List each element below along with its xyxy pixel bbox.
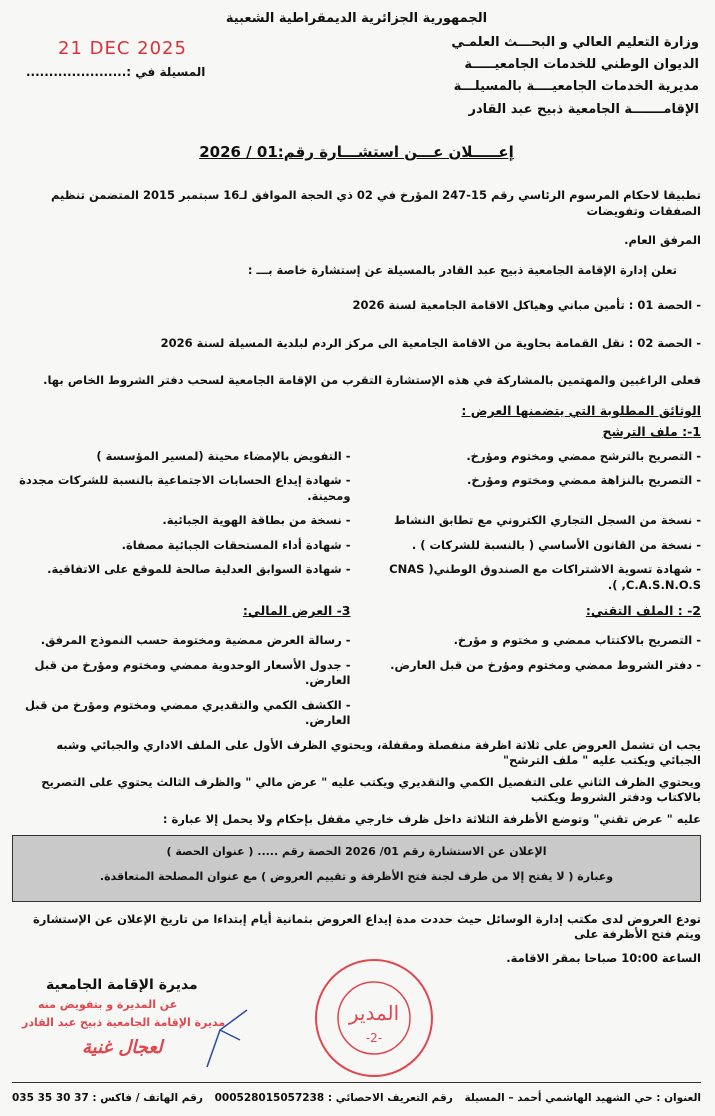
deposit-line-2: الساعة 10:00 صباحا بمقر الاقامة. [506, 950, 701, 965]
republic-title: الجمهورية الجزائرية الديمقراطية الشعبية [225, 11, 488, 26]
office-line: الديوان الوطني للخدمات الجامعيـــــة [464, 57, 699, 72]
candidacy-item: - التصريح بالنزاهة ممضي ومختوم ومؤرخ. [467, 473, 701, 488]
directorate-line: مديرية الخدمات الجامعيــــة بالمسيلـــة [453, 79, 699, 94]
intro-line-1: تطبيقا لاحكام المرسوم الرئاسي رقم 15-247 المؤرخ في 02 ذي الحجة الموافق لـ16 سبتمبر 2015 المتضمن تنظيم الصفقات وتفويضات [51, 188, 701, 218]
date-stamp: 21 DEC 2025 [58, 38, 187, 59]
round-stamp [312, 956, 436, 1080]
candidacy-item: - نسخة من القانون الأساسي ( بالنسبة للشركات ) . [411, 537, 701, 552]
footer-phone: رقم الهاتف / فاكس : 37 30 35 035 [12, 1092, 203, 1105]
lot-01: - الحصة 01 : تأمين مباني وهياكل الاقامة الجامعية لسنة 2026 [352, 298, 701, 313]
handwritten-signature [202, 1002, 252, 1072]
page-title: إعـــــلان عـــن استشـــارة رقم:01 / 2026 [199, 143, 514, 161]
residence-line: الإقامـــــــة الجامعية ذبيح عبد القادر [468, 102, 699, 117]
footer [12, 1082, 701, 1105]
box-line-1: الإعلان عن الاستشارة رقم 01/ 2026 الحصة رقم ..... ( عنوان الحصة ) [166, 845, 547, 859]
signature-stamp-line-2: مديرة الإقامة الجامعية ذبيح عبد القادر [22, 1016, 226, 1030]
letterhead [12, 0, 701, 132]
round-stamp-title: المدير [348, 1001, 400, 1026]
offer-row [12, 658, 701, 689]
candidacy-item: - التفويض بالإمضاء محينة (لمسير المؤسسة ) [96, 448, 351, 463]
candidacy-item: - شهادة أداء المستحقات الجبائية مصفاة. [121, 537, 351, 552]
candidacy-item: - التصريح بالترشح ممضي ومختوم ومؤرخ. [466, 448, 701, 463]
envelopes-line-2: ويحتوي الظرف الثاني على التفصيل الكمي والتقديري ويكتب عليه " عرض مالي " والظرف الثالث يحتوي على التصريح بالاكتاب ودفتر الشروط ويكتب [41, 774, 701, 805]
candidacy-row [12, 562, 701, 593]
signature-title: مديرة الإقامة الجامعية [46, 977, 198, 994]
offer-row [12, 698, 701, 729]
financial-item: - الكشف الكمي والتقديري ممضي ومختوم ومؤرخ من قبل العارض. [24, 697, 351, 728]
envelopes-line-3: عليه " عرض تقني" وتوضع الأظرفة الثلاثة داخل ظرف خارجي مقفل بإحكام ولا يحمل إلا عبارة : [162, 811, 701, 826]
candidacy-heading: 1-: ملف الترشح [602, 423, 701, 439]
candidacy-row [12, 513, 701, 529]
candidacy-item: - شهادة السوابق العدلية صالحة للموقع على الاتفاقية. [47, 562, 351, 577]
financial-heading: 3- العرض المالي: [242, 603, 351, 619]
invite-text: فعلى الراغبين والمهتمين بالمشاركة في هذه الإستشارة التقرب من الإقامة الجامعية لسحب دفتر الشروط الخاص بها. [43, 373, 701, 388]
signatory-name: لعجال غنية [82, 1037, 163, 1059]
offer-row [12, 633, 701, 649]
candidacy-item: - شهادة تسوية الاشتراكات مع الصندوق الوطني( CNAS ,C.A.S.N.O.S ). [389, 562, 701, 592]
intro-line-3: تعلن إدارة الإقامة الجامعية ذبيح عبد القادر بالمسيلة عن إستشارة خاصة بـــ : [247, 262, 677, 277]
signature-stamp-line-1: عن المديرة و بتفويض منه [38, 998, 178, 1012]
lot-02: - الحصة 02 : نقل القمامة بحاوية من الاقامة الجامعية الى مركز الردم لبلدية المسيلة لسنة 2026 [160, 335, 701, 350]
candidacy-item: - شهادة إيداع الحسابات الاجتماعية بالنسبة للشركات مجددة ومحينة. [19, 473, 351, 503]
technical-heading: 2- : الملف التقني: [585, 603, 701, 619]
candidacy-item: - نسخة من بطاقة الهوية الجبائية. [162, 513, 351, 528]
docs-heading: الوثائق المطلوبة التي يتضمنها العرض : [461, 402, 701, 418]
signature-block [12, 966, 701, 1078]
footer-address: العنوان : حي الشهيد الهاشمي أحمد – المسيلة [464, 1092, 701, 1105]
offer-headings-row [12, 603, 701, 624]
candidacy-row [12, 473, 701, 504]
ministry-line: وزارة التعليم العالي و البحـــث العلمـي [451, 35, 699, 50]
candidacy-item: - نسخة من السجل التجاري الكتروني مع تطابق النشاط [393, 513, 701, 528]
deposit-line-1: تودع العروض لدى مكتب إدارة الوسائل حيث حددت مدة إيداع العروض بثمانية أيام إبتداءا من تاريخ الإعلان عن الإستشارة ويتم فتح الأظرفة على [32, 911, 701, 942]
place-date-field: المسيلة في :...................... [26, 65, 206, 79]
round-stamp-number: -2- [365, 1031, 383, 1046]
envelope-label-box [12, 835, 701, 902]
intro-line-2: المرفق العام. [624, 233, 701, 248]
technical-item: - دفتر الشروط ممضي ومختوم ومؤرخ من قبل العارض. [390, 657, 701, 672]
financial-item: - جدول الأسعار الوحدوية ممضي ومختوم ومؤرخ من قبل العارض. [34, 657, 351, 688]
technical-item: - التصريح بالاكتتاب ممضي و مختوم و مؤرخ. [453, 633, 701, 648]
financial-item: - رسالة العرض ممضية ومختومة حسب النموذج المرفق. [40, 633, 351, 648]
footer-stat-id: رقم التعريف الاحصائي : 000528015057238 [214, 1092, 453, 1105]
candidacy-row [12, 449, 701, 465]
candidacy-row [12, 538, 701, 554]
box-line-2: وعبارة ( لا يفتح إلا من طرف لجنة فتح الأظرفة و تقييم العروض ) مع عنوان المصلحة المتعاقدة. [99, 870, 614, 884]
envelopes-line-1: يجب ان تشمل العروض على ثلاثة اظرفة منفصلة ومقفلة، ويحتوي الظرف الأول على الملف الاداري والجبائي وشبه الجبائي ويكتب عليه " ملف الترشح" [56, 737, 701, 768]
